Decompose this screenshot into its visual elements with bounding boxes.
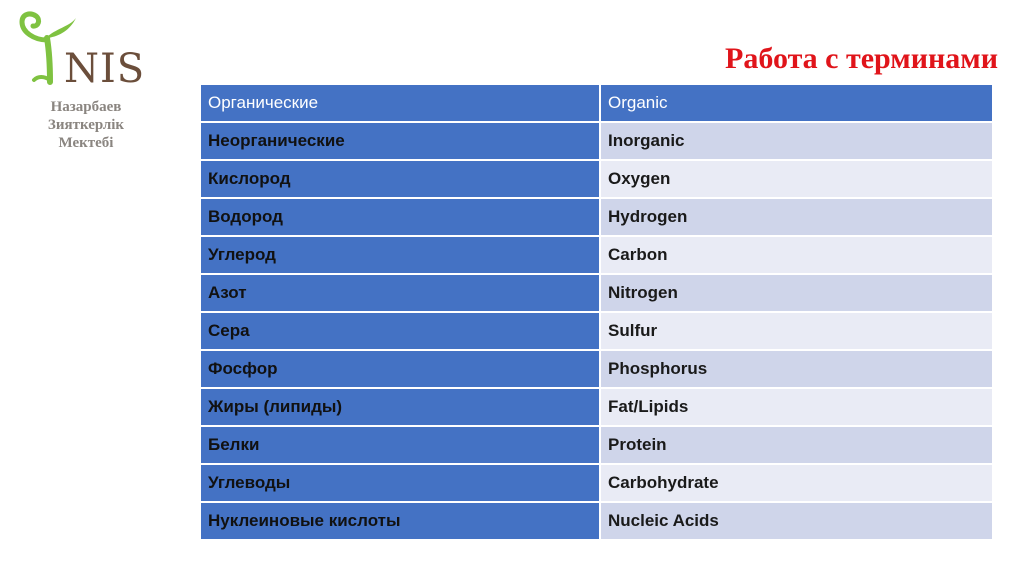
term-english: Nitrogen xyxy=(600,274,993,312)
table-row xyxy=(200,122,993,160)
term-russian: Углерод xyxy=(200,236,600,274)
logo-line-2: Зияткерлік xyxy=(47,117,125,133)
table-row xyxy=(200,426,993,464)
term-russian: Сера xyxy=(200,312,600,350)
term-english: Protein xyxy=(600,426,993,464)
term-russian: Белки xyxy=(200,426,600,464)
table-row xyxy=(200,236,993,274)
table-row xyxy=(200,388,993,426)
term-english: Fat/Lipids xyxy=(600,388,993,426)
term-english: Oxygen xyxy=(600,160,993,198)
logo-line-1: Назарбаев xyxy=(50,99,122,115)
nis-logo xyxy=(14,10,144,150)
term-russian: Фосфор xyxy=(200,350,600,388)
page-title: Работа с терминами xyxy=(725,42,998,75)
terms-table xyxy=(199,83,994,541)
term-russian: Кислород xyxy=(200,160,600,198)
table-row xyxy=(200,84,993,122)
table-row xyxy=(200,464,993,502)
term-english: Sulfur xyxy=(600,312,993,350)
logo-line-3: Мектебі xyxy=(58,135,114,151)
term-english: Phosphorus xyxy=(600,350,993,388)
term-russian: Углеводы xyxy=(200,464,600,502)
table-row xyxy=(200,312,993,350)
logo-brand: NIS xyxy=(64,46,146,92)
term-english: Inorganic xyxy=(600,122,993,160)
term-russian: Азот xyxy=(200,274,600,312)
term-english: Hydrogen xyxy=(600,198,993,236)
table-row xyxy=(200,350,993,388)
term-english: Organic xyxy=(600,84,993,122)
term-english: Nucleic Acids xyxy=(600,502,993,540)
term-english: Carbon xyxy=(600,236,993,274)
term-russian: Жиры (липиды) xyxy=(200,388,600,426)
table-row xyxy=(200,160,993,198)
term-russian: Нуклеиновые кислоты xyxy=(200,502,600,540)
term-russian: Водород xyxy=(200,198,600,236)
term-english: Carbohydrate xyxy=(600,464,993,502)
table-row xyxy=(200,502,993,540)
table-row xyxy=(200,198,993,236)
table-row xyxy=(200,274,993,312)
term-russian: Неорганические xyxy=(200,122,600,160)
term-russian: Органические xyxy=(200,84,600,122)
